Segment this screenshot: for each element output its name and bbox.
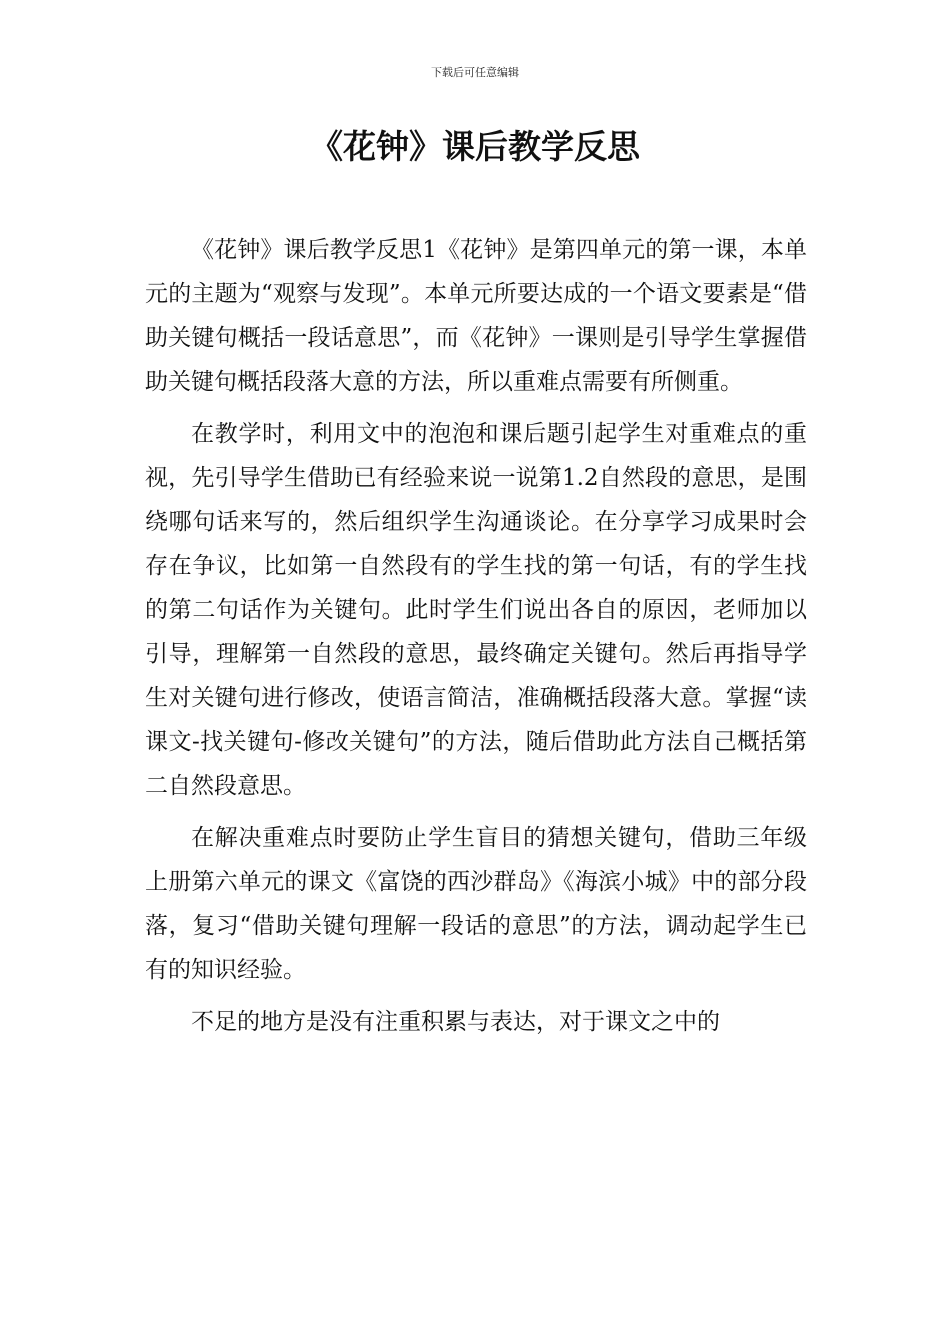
document-body — [145, 228, 807, 1044]
paragraph-4: 不足的地方是没有注重积累与表达，对于课文之中的 — [191, 1009, 720, 1035]
page-header-note: 下载后可任意编辑 — [431, 66, 519, 79]
paragraph-2: 在教学时，利用文中的泡泡和课后题引起学生对重难点的重视，先引导学生借助已有经验来说一说第1.2自然段的意思，是围绕哪句话来写的，然后组织学生沟通谈论。在分享学习成果时会存在争议，比如第一自然段有的学生找的第一句话，有的学生找的第二句话作为关键句。此时学生们说出各自的原因，老师加以引导，理解第一自然段的意思，最终确定关键句。然后再指导学生对关键句进行修改，使语言简洁，准确概括段落大意。掌握“读课文-找关键句-修改关键句”的方法，随后借助此方法自己概括第二自然段意思。 — [145, 421, 807, 799]
document-title: 《花钟》课后教学反思 — [310, 127, 640, 166]
paragraph-3: 在解决重难点时要防止学生盲目的猜想关键句，借助三年级上册第六单元的课文《富饶的西沙群岛》《海滨小城》中的部分段落，复习“借助关键句理解一段话的意思”的方法，调动起学生已有的知识经验。 — [145, 825, 807, 983]
paragraph-1: 《花钟》课后教学反思1《花钟》是第四单元的第一课，本单元的主题为“观察与发现”。本单元所要达成的一个语文要素是“借助关键句概括一段话意思”，而《花钟》一课则是引导学生掌握借助关键句概括段落大意的方法，所以重难点需要有所侧重。 — [145, 237, 807, 395]
